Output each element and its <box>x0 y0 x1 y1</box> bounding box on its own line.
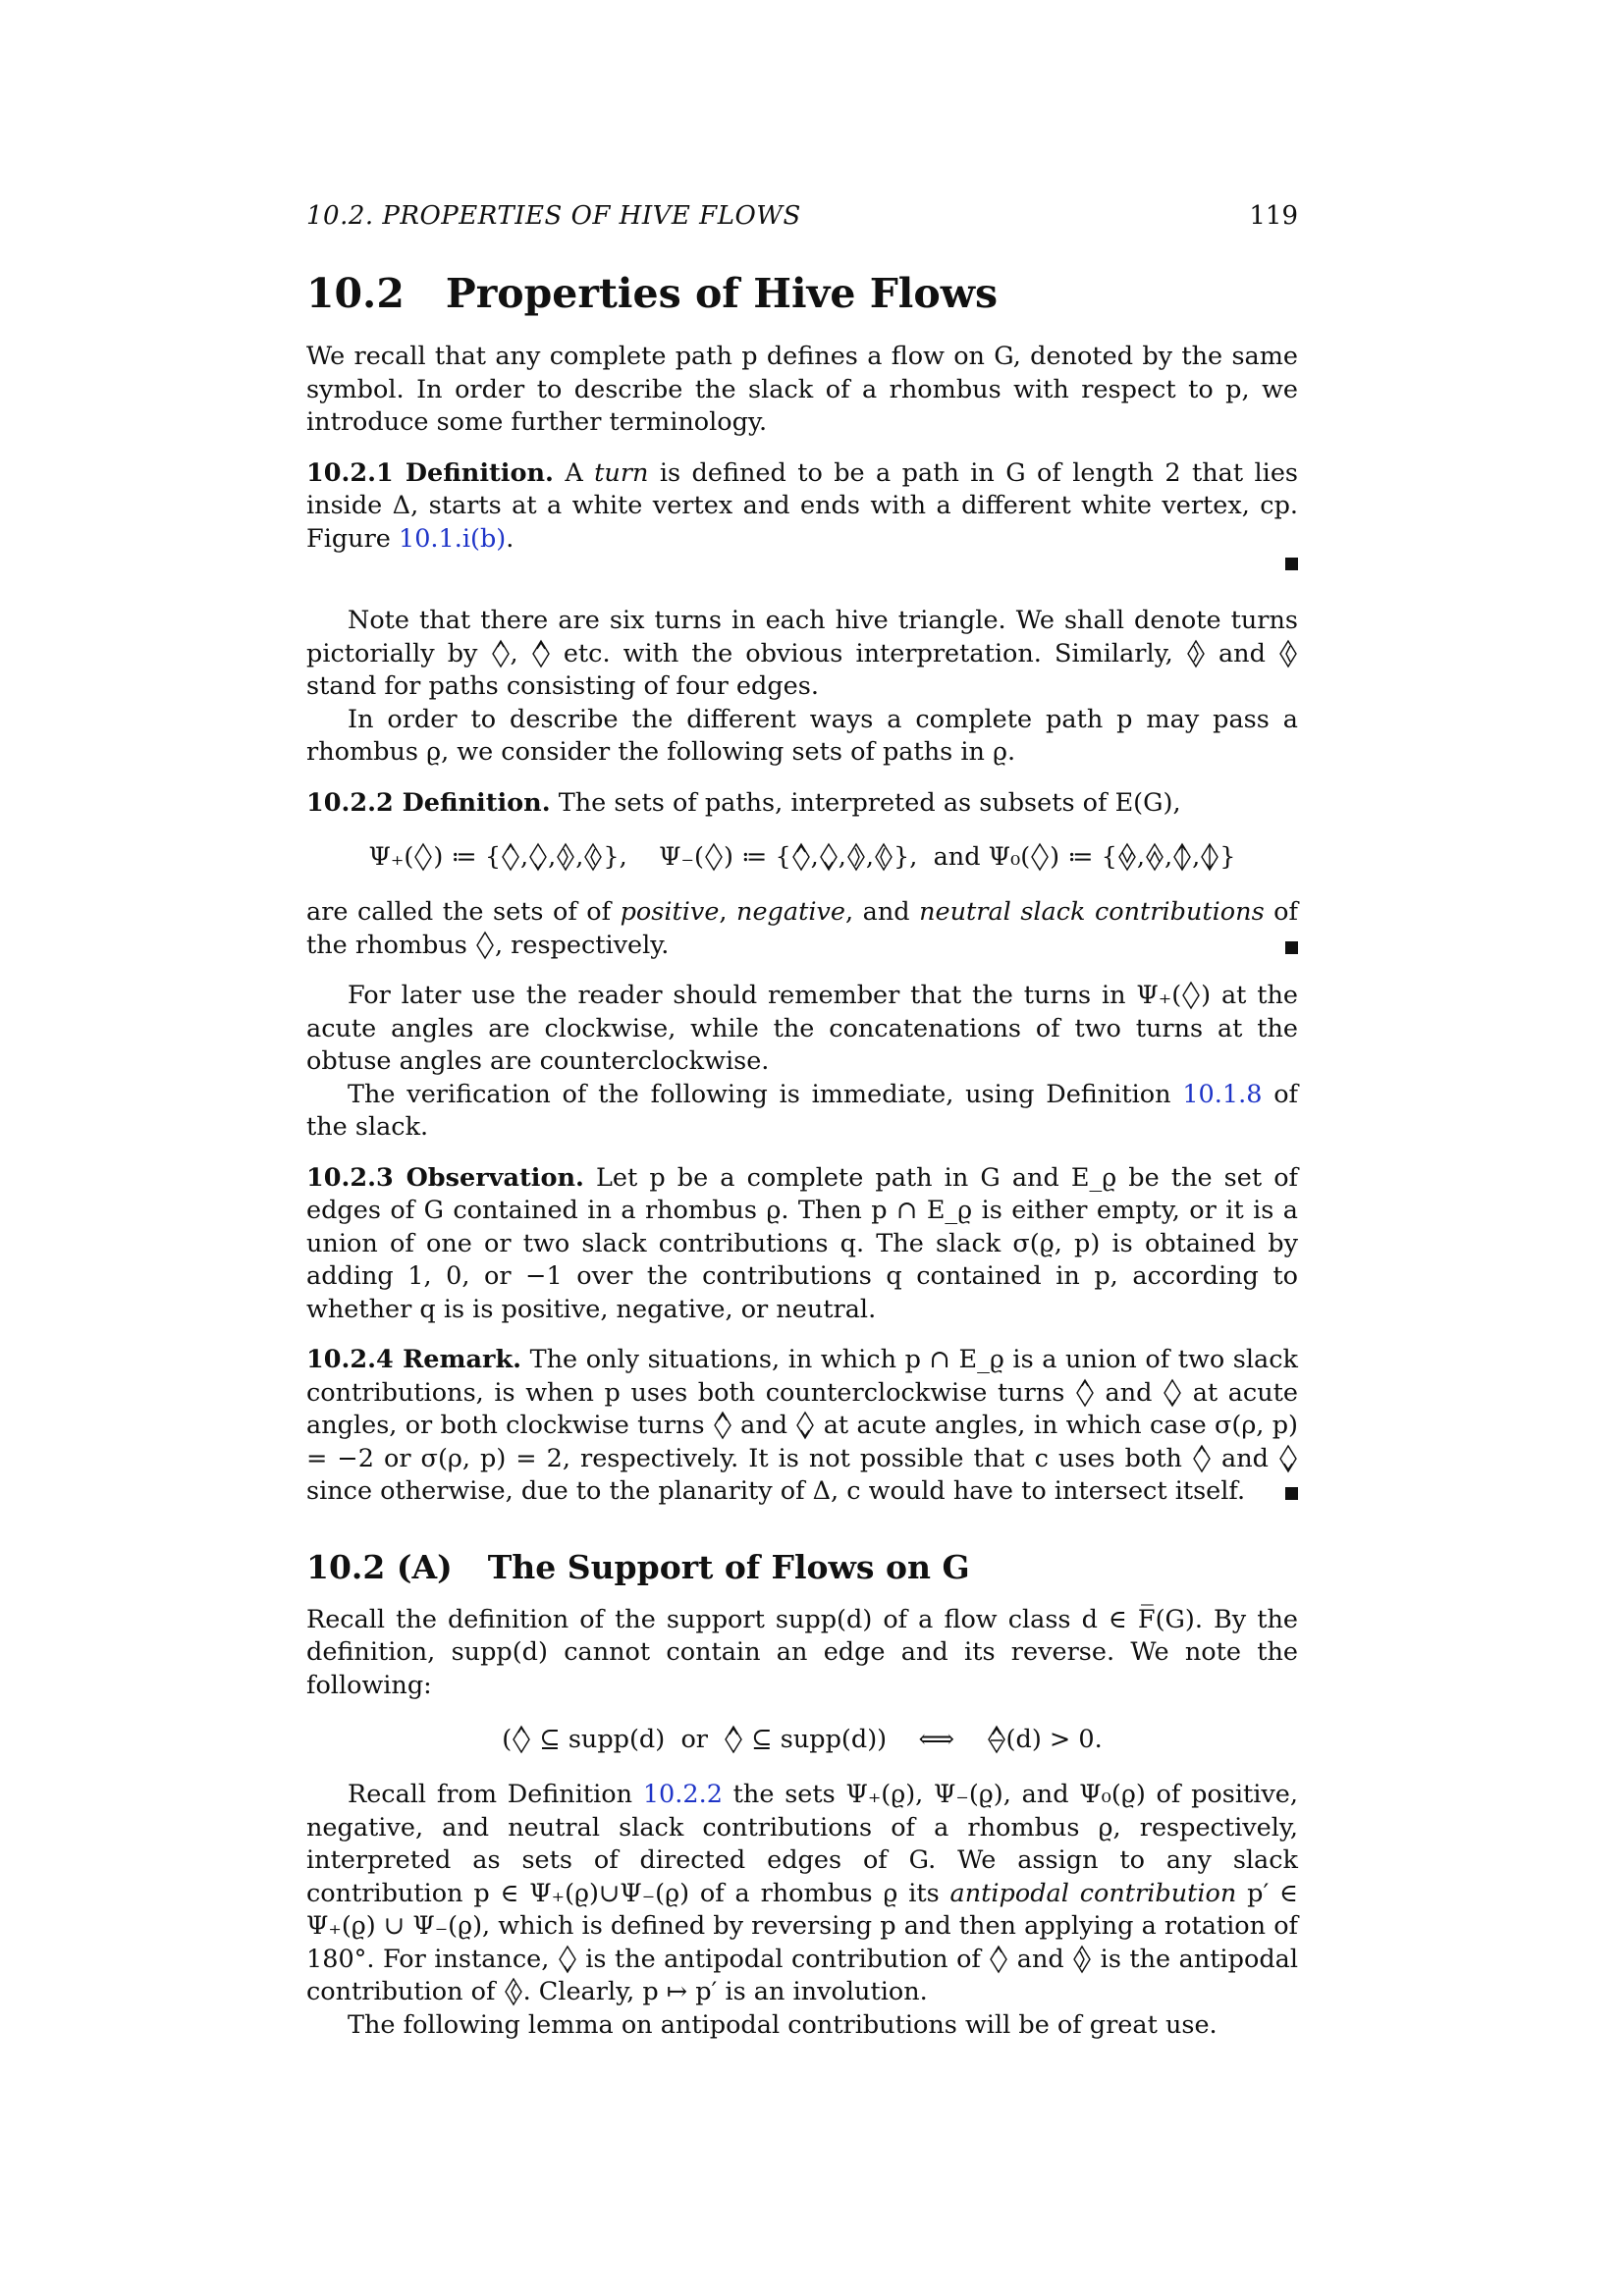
support-equivalence <box>306 1722 1298 1757</box>
path-icon <box>1145 842 1164 872</box>
path-icon <box>846 842 866 872</box>
path-icon <box>874 842 893 872</box>
paragraph-text: , <box>719 897 737 927</box>
remark-text: at acute angles, in which case σ(ρ, p) = −2 or σ(ρ, p) = 2, respectively. It is not possible that c uses both <box>306 1411 1298 1473</box>
definition-text: A <box>553 457 595 488</box>
paragraph-text: stand for paths consisting of four edges. <box>306 671 819 701</box>
turn-icon <box>989 1945 1008 1974</box>
remark-text: and <box>731 1411 796 1440</box>
turn-icon <box>713 1411 732 1440</box>
later-use-paragraph <box>306 980 1298 1079</box>
psi-plus: Ψ₊( <box>368 842 414 872</box>
math-text: ⊆ supp(d)) <box>743 1725 888 1754</box>
definition-10-2-2-tail <box>306 896 1298 962</box>
math-text: , <box>1136 842 1146 872</box>
remark-text: at acute angles, or both clockwise turns <box>306 1377 1298 1440</box>
qed-row <box>306 556 1298 587</box>
remark-head: 10.2.4 Remark. <box>306 1345 521 1374</box>
paragraph-text: and <box>1008 1944 1073 1974</box>
math-text: ( <box>502 1725 513 1754</box>
observation-10-2-3 <box>306 1162 1298 1327</box>
subsection-number: 10.2 (A) <box>306 1547 453 1586</box>
paragraph-text: is the antipodal contribution of <box>306 1944 1299 2006</box>
hatted-rhombus-icon <box>987 1725 1006 1754</box>
antipodal-paragraph <box>306 1779 1298 2009</box>
math-text: , <box>1164 842 1173 872</box>
math-text: }, <box>893 842 918 872</box>
math-text: (d) > 0. <box>1005 1725 1103 1754</box>
qed-square-icon <box>1285 941 1298 954</box>
running-head-title: 10.2. PROPERTIES OF HIVE FLOWS <box>306 201 801 231</box>
page-number: 119 <box>1249 201 1298 231</box>
paragraph-text: . Clearly, p ↦ p′ is an involution. <box>522 1977 928 2006</box>
turn-top-right-icon <box>491 639 511 668</box>
turn-icon <box>819 842 839 872</box>
support-paragraph: Recall the definition of the support supp(d) of a flow class d ∈ F̅(G). By the definition, supp(d) cannot contain an edge and its reverse. We note the following: <box>306 1604 1298 1700</box>
path-icon <box>504 1977 523 2006</box>
rhombus-icon <box>704 842 724 872</box>
math-text: ⟺ <box>918 1725 955 1754</box>
paragraph-text: of the slack. <box>306 1079 1298 1142</box>
path-icon <box>1117 842 1137 872</box>
psi-zero: Ψ₀( <box>988 842 1031 872</box>
turn-icon <box>1278 1444 1298 1473</box>
rhombus-icon <box>1030 842 1050 872</box>
section-title: Properties of Hive Flows <box>445 270 999 317</box>
turn-icon <box>501 842 520 872</box>
intro-paragraph: We recall that any complete path p defines a flow on G, denoted by the same symbol. In order to describe the slack of a rhombus with respect to p, we introduce some further terminology. <box>306 342 1298 437</box>
observation-head: 10.2.3 Observation. <box>306 1162 584 1193</box>
definition-head: 10.2.1 Definition. <box>306 457 554 488</box>
remark-10-2-4 <box>306 1344 1298 1509</box>
definition-link[interactable]: 10.2.2 <box>642 1780 723 1809</box>
qed-square-icon <box>1285 1487 1298 1500</box>
psi-minus: Ψ₋( <box>659 842 704 872</box>
paragraph-text: p′ ∈ Ψ₊(ϱ) ∪ Ψ₋(ϱ), which is defined by reversing p and then applying a rotation of 180°. For instance, <box>306 1878 1298 1974</box>
turn-icon <box>558 1945 577 1974</box>
path-icon <box>583 842 603 872</box>
turn-icon <box>795 1411 815 1440</box>
paragraph-text: Note that there are six turns in each hive triangle. We shall denote turns pictorially by <box>306 606 1298 668</box>
section-number: 10.2 <box>306 270 405 317</box>
definition-text: . <box>506 523 514 554</box>
paragraph-text: the sets Ψ₊(ϱ), Ψ₋(ϱ), and Ψ₀(ϱ) of positive, negative, and neutral slack contributions of a rhombus ϱ, respectively, interpreted as sets of directed edges of G. We assign to any slack contribution p ∈ Ψ₊(ϱ)∪Ψ₋(ϱ) of a rhombus ϱ its <box>306 1780 1298 1908</box>
math-text: , <box>520 842 529 872</box>
slack-sets-display <box>306 839 1298 875</box>
paragraph-text: , respectively. <box>494 930 670 960</box>
pass-paragraph: In order to describe the different ways a complete path p may pass a rhombus ϱ, we consider the following sets of paths in ϱ. <box>306 704 1298 767</box>
definition-10-2-1 <box>306 457 1298 557</box>
paragraph-text: of the rhombus <box>306 897 1298 960</box>
paragraph-text: Recall from Definition <box>348 1780 643 1809</box>
paragraph-text: ) at the acute angles are clockwise, while the concatenations of two turns at the obtuse angles are counterclockwise. <box>306 981 1299 1076</box>
paragraph-text: , <box>510 638 531 668</box>
path-icon <box>1172 842 1192 872</box>
math-text: , <box>575 842 584 872</box>
paragraph-text: are called the sets of of <box>306 897 621 927</box>
path-icon <box>1072 1945 1092 1974</box>
rhombus-icon <box>1181 981 1201 1010</box>
math-text: or <box>680 1725 708 1754</box>
math-text: , <box>1192 842 1201 872</box>
path-icon <box>556 842 575 872</box>
math-text: ) ≔ { <box>1050 842 1117 872</box>
definition-link[interactable]: 10.1.8 <box>1182 1079 1263 1109</box>
figure-link[interactable]: 10.1.i(b) <box>398 523 507 554</box>
math-text: }, <box>603 842 627 872</box>
verification-paragraph <box>306 1079 1298 1145</box>
turn-icon <box>1075 1378 1095 1408</box>
running-head <box>306 201 1298 240</box>
rhombus-icon <box>413 842 433 872</box>
subsection-title: The Support of Flows on G <box>487 1547 970 1586</box>
paragraph-text: and <box>1205 638 1278 668</box>
path-four-edge-alt-icon <box>1278 639 1298 668</box>
math-text: , <box>810 842 819 872</box>
term-negative: negative <box>736 897 845 927</box>
page <box>306 201 1298 2042</box>
math-text: , <box>838 842 846 872</box>
paragraph-text: , and <box>845 897 920 927</box>
math-text: , <box>548 842 557 872</box>
paragraph-text: etc. with the obvious interpretation. Similarly, <box>550 638 1186 668</box>
turn-icon <box>1163 1378 1182 1408</box>
paragraph-text: The verification of the following is immediate, using Definition <box>348 1079 1183 1109</box>
qed-square-icon <box>1285 558 1298 570</box>
definition-text: is defined to be a path in G of length 2 that lies inside Δ, starts at a white vertex and ends with a different white vertex, cp. Figure <box>306 457 1298 554</box>
term-antipodal: antipodal contribution <box>949 1878 1237 1908</box>
turn-top-left-icon <box>531 639 551 668</box>
math-text: and <box>933 842 981 872</box>
observation-text: Let p be a complete path in G and E_ϱ be the set of edges of G contained in a rhombus ϱ. Then p ∩ E_ϱ is either empty, or it is a union of one or two slack contributions q. The slack σ(ϱ, p) is obtained by adding 1, 0, or −1 over the contributions q contained in p, according to whether q is is positive, negative, or neutral. <box>306 1162 1298 1324</box>
section-heading <box>306 270 1298 317</box>
turn-icon <box>1192 1444 1212 1473</box>
turns-paragraph <box>306 605 1298 704</box>
path-icon <box>1200 842 1219 872</box>
math-text: ⊆ supp(d) <box>531 1725 666 1754</box>
math-text: } <box>1219 842 1236 872</box>
turn-icon <box>791 842 811 872</box>
remark-text: since otherwise, due to the planarity of Δ, c would have to intersect itself. <box>306 1476 1246 1506</box>
definition-text: The sets of paths, interpreted as subsets of E(G), <box>550 787 1181 818</box>
definition-term: turn <box>594 457 649 488</box>
turn-icon <box>724 1725 743 1754</box>
remark-text: and <box>1094 1377 1164 1408</box>
subsection-heading <box>306 1548 1298 1586</box>
term-neutral: neutral slack contributions <box>919 897 1265 927</box>
definition-head: 10.2.2 Definition. <box>306 787 551 818</box>
math-text: ) ≔ { <box>723 842 791 872</box>
paragraph-text: is the antipodal contribution of <box>576 1944 990 1974</box>
lemma-intro-paragraph: The following lemma on antipodal contributions will be of great use. <box>348 2009 1218 2040</box>
turn-icon <box>528 842 548 872</box>
remark-text: The only situations, in which p ∩ E_ϱ is a union of two slack contributions, is when p uses both counterclockwise turns <box>306 1345 1298 1408</box>
math-text: ) ≔ { <box>433 842 502 872</box>
rhombus-icon <box>475 931 495 960</box>
math-text: , <box>865 842 874 872</box>
paragraph-text: For later use the reader should remember that the turns in Ψ₊( <box>348 981 1182 1010</box>
path-four-edge-icon <box>1186 639 1206 668</box>
turn-icon <box>512 1725 531 1754</box>
definition-10-2-2 <box>306 787 1298 821</box>
remark-text: and <box>1212 1443 1278 1473</box>
term-positive: positive <box>620 897 720 927</box>
